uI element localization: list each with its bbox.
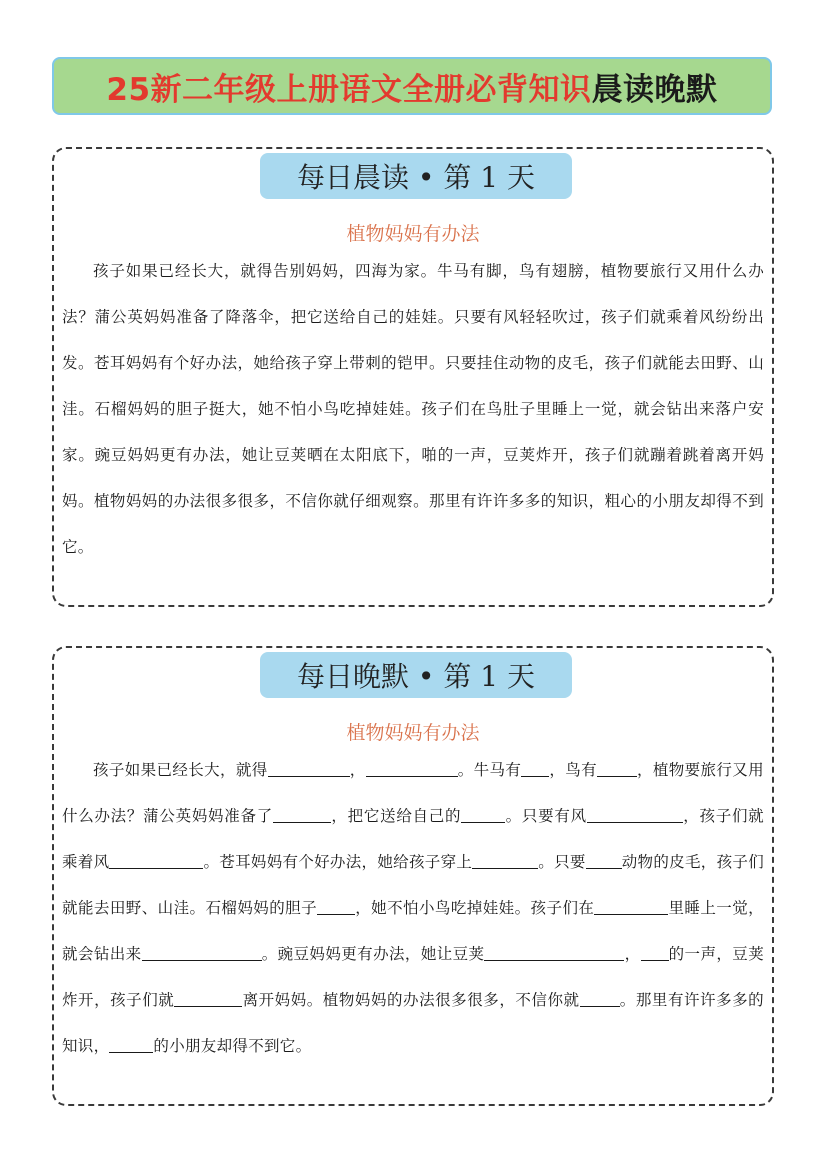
blank-field[interactable] bbox=[594, 899, 668, 916]
passage-text: ，把它送给自己的 bbox=[330, 807, 462, 825]
blank-field[interactable] bbox=[580, 991, 620, 1008]
passage-text: ，植物要旅行又用什么办法？蒲公英妈妈准备了 bbox=[62, 761, 764, 825]
morning-day-label: 每日晨读 • 第 1 天 bbox=[260, 153, 572, 199]
passage-text: ， bbox=[624, 945, 641, 963]
evening-day-label: 每日晚默 • 第 1 天 bbox=[260, 652, 572, 698]
blank-field[interactable] bbox=[472, 853, 538, 870]
morning-passage: 孩子如果已经长大，就得告别妈妈，四海为家。牛马有脚，鸟有翅膀，植物要旅行又用什么办法？蒲公英妈妈准备了降落伞，把它送给自己的娃娃。只要有风轻轻吹过，孩子们就乘着风纷纷出发。苍耳妈妈有个好办法，她给孩子穿上带刺的铠甲。只要挂住动物的皮毛，孩子们就能去田野、山洼。石榴妈妈的胆子挺大，她不怕小鸟吃掉娃娃。孩子们在鸟肚子里睡上一觉，就会钻出来落户安家。豌豆妈妈更有办法，她让豆荚晒在太阳底下，啪的一声，豆荚炸开，孩子们就蹦着跳着离开妈妈。植物妈妈的办法很多很多，不信你就仔细观察。那里有许许多多的知识，粗心的小朋友却得不到它。 bbox=[62, 262, 764, 556]
blank-field[interactable] bbox=[142, 945, 262, 962]
evening-lesson-title: 植物妈妈有办法 bbox=[346, 722, 480, 744]
page-banner bbox=[52, 57, 772, 115]
passage-text: 。牛马有 bbox=[457, 761, 522, 779]
passage-text: ，鸟有 bbox=[549, 761, 597, 779]
passage-text: ， bbox=[349, 761, 366, 779]
blank-field[interactable] bbox=[597, 761, 637, 778]
blank-field[interactable] bbox=[461, 807, 505, 824]
passage-text: 的小朋友却得不到它。 bbox=[153, 1037, 312, 1055]
morning-reading-card bbox=[52, 147, 774, 607]
blank-field[interactable] bbox=[273, 807, 331, 824]
blank-field[interactable] bbox=[641, 945, 669, 962]
banner-title-red: 25新二年级上册语文全册必背知识 bbox=[106, 71, 592, 108]
blank-field[interactable] bbox=[586, 853, 622, 870]
blank-field[interactable] bbox=[484, 945, 624, 962]
morning-lesson-title: 植物妈妈有办法 bbox=[346, 223, 480, 245]
passage-text: ，她不怕小鸟吃掉娃娃。孩子们在 bbox=[355, 899, 595, 917]
passage-text: 。豌豆妈妈更有办法，她让豆荚 bbox=[261, 945, 485, 963]
blank-field[interactable] bbox=[268, 761, 350, 778]
blank-field[interactable] bbox=[317, 899, 355, 916]
blank-field[interactable] bbox=[109, 853, 203, 870]
blank-field[interactable] bbox=[174, 991, 242, 1008]
passage-text: ，孩子们就乘着风 bbox=[62, 807, 764, 871]
passage-text: 。只要 bbox=[538, 853, 586, 871]
evening-dictation-card bbox=[52, 646, 774, 1106]
passage-text: 。那里有许许多多的知识， bbox=[62, 991, 764, 1055]
blank-field[interactable] bbox=[521, 761, 549, 778]
evening-passage bbox=[62, 747, 764, 1069]
passage-text: 的一声，豆荚炸开，孩子们就 bbox=[62, 945, 764, 1009]
banner-title-dark: 晨读晚默 bbox=[591, 71, 718, 108]
passage-text: 里睡上一觉，就会钻出来 bbox=[62, 899, 764, 963]
blank-field[interactable] bbox=[587, 807, 683, 824]
blank-field[interactable] bbox=[366, 761, 458, 778]
passage-text: 。只要有风 bbox=[505, 807, 587, 825]
blank-field[interactable] bbox=[109, 1037, 153, 1054]
passage-text: 。苍耳妈妈有个好办法，她给孩子穿上 bbox=[203, 853, 473, 871]
passage-text: 动物的皮毛，孩子们就能去田野、山洼。石榴妈妈的胆子 bbox=[62, 853, 765, 917]
passage-text: 离开妈妈。植物妈妈的办法很多很多，不信你就 bbox=[242, 991, 580, 1009]
passage-text: 孩子如果已经长大，就得 bbox=[93, 761, 268, 779]
